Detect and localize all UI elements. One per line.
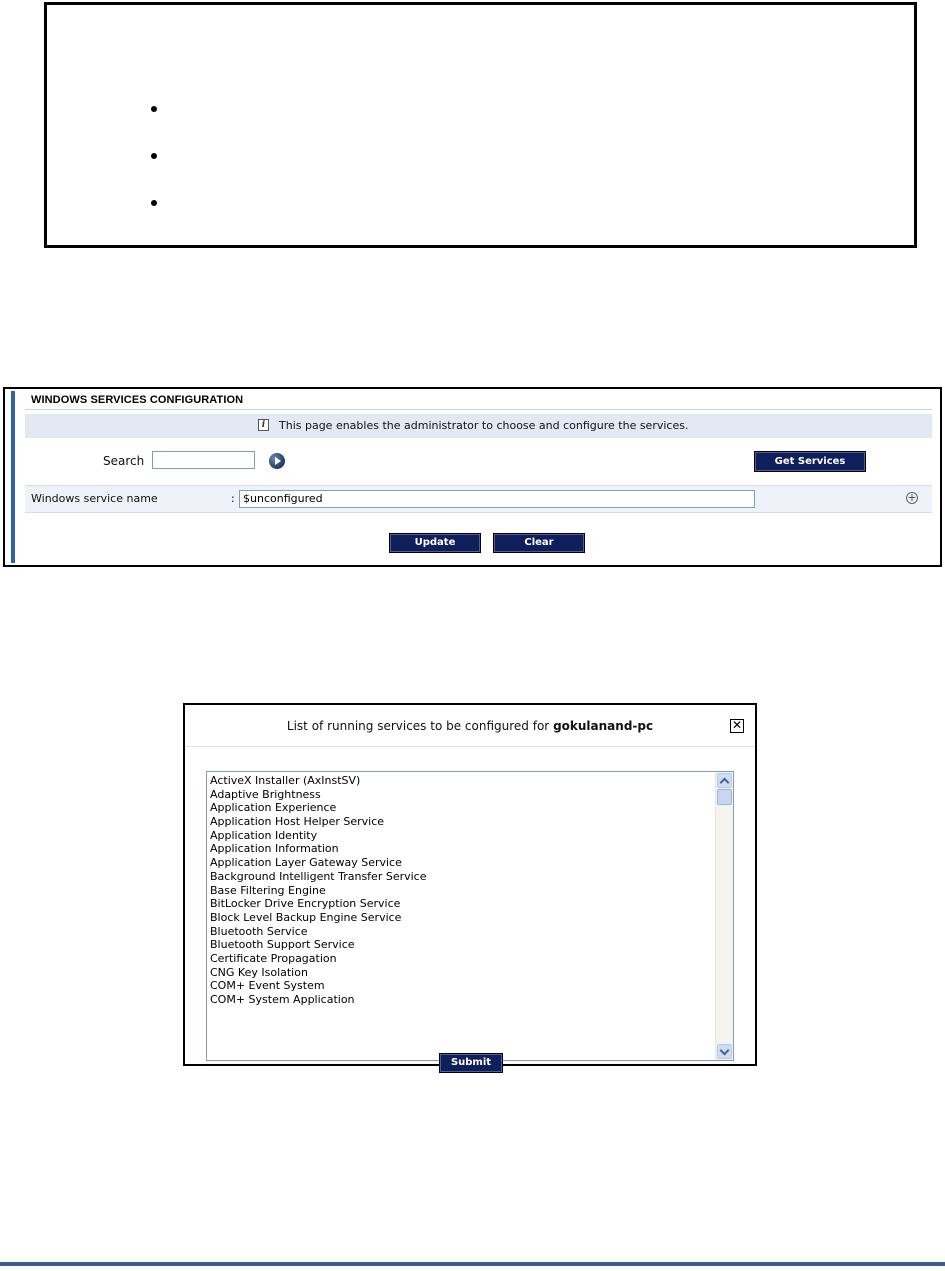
dialog-title (185, 719, 755, 733)
windows-services-config-panel (3, 387, 942, 567)
service-list-item[interactable]: Bluetooth Support Service (210, 938, 355, 952)
service-list-item[interactable]: BitLocker Drive Encryption Service (210, 897, 401, 911)
note-box (44, 2, 917, 248)
service-list-item[interactable]: CNG Key Isolation (210, 965, 308, 979)
dialog-divider (185, 746, 755, 747)
service-name-label: Windows service name (31, 492, 158, 505)
service-list-item[interactable]: Background Intelligent Transfer Service (210, 869, 427, 883)
title-divider (25, 409, 932, 410)
service-name-row (25, 485, 932, 513)
service-list-item[interactable]: COM+ Event System (210, 979, 325, 993)
search-input[interactable] (152, 451, 255, 469)
config-panel-body (11, 391, 938, 563)
scroll-up-icon[interactable] (717, 773, 732, 788)
bullet-1 (151, 106, 157, 112)
bullet-2 (151, 153, 157, 159)
scroll-down-icon[interactable] (717, 1044, 732, 1059)
service-list-item[interactable]: ActiveX Installer (AxInstSV) (210, 774, 361, 787)
search-go-icon[interactable] (269, 453, 285, 469)
service-list-item[interactable]: Application Host Helper Service (210, 815, 385, 829)
submit-button[interactable]: Submit (439, 1053, 503, 1073)
close-icon[interactable]: ✕ (731, 718, 743, 732)
service-list-item[interactable]: Base Filtering Engine (210, 883, 326, 897)
service-list-item[interactable]: COM+ System Application (210, 993, 355, 1006)
service-list-item[interactable]: Adaptive Brightness (210, 787, 321, 801)
service-name-colon: : (231, 492, 235, 505)
service-list-item[interactable]: Bluetooth Service (210, 924, 308, 938)
running-services-dialog (183, 703, 757, 1066)
page-title: WINDOWS SERVICES CONFIGURATION (31, 394, 244, 406)
dialog-title-prefix: List of running services to be configured for (286, 719, 554, 733)
add-row-icon[interactable]: + (907, 491, 917, 504)
service-list-item[interactable]: Block Level Backup Engine Service (210, 910, 402, 924)
service-list-item[interactable]: Application Information (210, 842, 339, 856)
services-list (210, 774, 710, 1007)
update-button[interactable]: Update (389, 533, 481, 553)
scroll-thumb[interactable] (717, 789, 732, 805)
info-text: This page enables the administrator to choose and configure the services. (279, 419, 689, 432)
info-icon: i (258, 419, 269, 431)
service-list-item[interactable]: Application Layer Gateway Service (210, 856, 402, 870)
clear-button[interactable]: Clear (493, 533, 585, 553)
footer-rule (0, 1262, 945, 1266)
bullet-3 (151, 200, 157, 206)
dialog-host-name: gokulanand-pc (553, 719, 654, 733)
service-name-field[interactable]: $unconfigured (239, 490, 755, 508)
get-services-button[interactable]: Get Services (754, 451, 866, 472)
info-bar (25, 414, 932, 438)
service-list-item[interactable]: Application Identity (210, 828, 318, 842)
service-list-item[interactable]: Application Experience (210, 801, 337, 815)
search-label: Search (103, 454, 145, 468)
submit-area (185, 1005, 755, 1068)
service-list-item[interactable]: Certificate Propagation (210, 951, 337, 965)
